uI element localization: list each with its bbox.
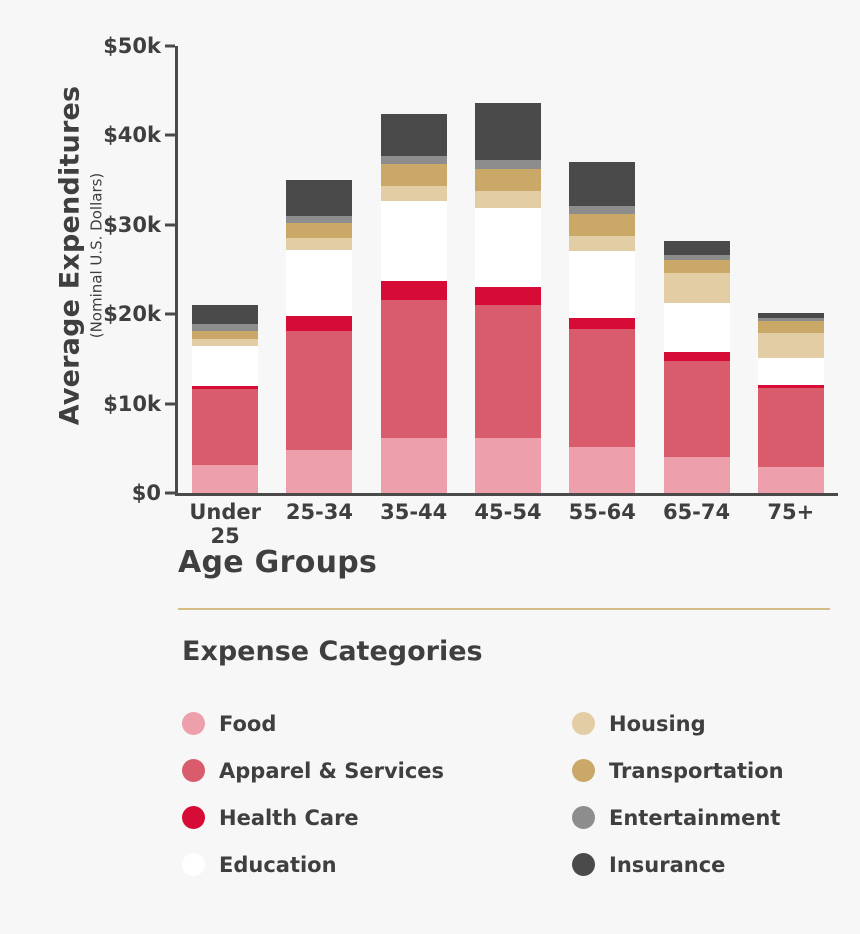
bar-segment bbox=[192, 331, 258, 339]
x-tick-label: Under 25 bbox=[189, 500, 261, 548]
y-tick-label: $0 bbox=[131, 481, 161, 505]
legend-label: Insurance bbox=[609, 852, 726, 877]
bar-segment bbox=[286, 450, 352, 493]
y-tick-label: $10k bbox=[103, 391, 161, 416]
bar-segment bbox=[286, 238, 352, 250]
bar-slot bbox=[461, 46, 555, 493]
bar-segment bbox=[475, 103, 541, 160]
stacked-bar[interactable] bbox=[286, 180, 352, 493]
bar-segment bbox=[664, 273, 730, 303]
x-tick-label: 25-34 bbox=[285, 500, 353, 524]
bar-segment bbox=[758, 333, 824, 358]
y-tick-label: $50k bbox=[103, 34, 161, 58]
legend-label: Transportation bbox=[609, 758, 784, 783]
legend-item[interactable] bbox=[572, 853, 822, 877]
bar-segment bbox=[758, 321, 824, 333]
bar-slot bbox=[367, 46, 461, 493]
bar-segment bbox=[286, 216, 352, 223]
legend-swatch-icon bbox=[572, 806, 595, 829]
bar-segment bbox=[381, 300, 447, 439]
legend-label: Housing bbox=[609, 711, 706, 736]
bar-segment bbox=[381, 156, 447, 164]
y-tick-mark bbox=[165, 223, 175, 226]
bar-segment bbox=[758, 388, 824, 468]
legend-title: Expense Categories bbox=[182, 636, 483, 667]
bar-segment bbox=[664, 352, 730, 361]
bar-segment bbox=[286, 250, 352, 316]
stacked-bar[interactable] bbox=[475, 103, 541, 493]
bar-segment bbox=[286, 316, 352, 331]
legend-item[interactable] bbox=[182, 712, 572, 736]
bar-segment bbox=[475, 169, 541, 190]
y-tick-label: $20k bbox=[103, 302, 161, 327]
stacked-bar[interactable] bbox=[381, 114, 447, 493]
legend-label: Education bbox=[219, 852, 337, 877]
legend-item[interactable] bbox=[572, 712, 822, 736]
bar-segment bbox=[569, 236, 635, 251]
legend-item[interactable] bbox=[182, 806, 572, 830]
bar-segment bbox=[569, 318, 635, 330]
x-tick-label: 45-54 bbox=[474, 500, 542, 524]
bar-segment bbox=[664, 241, 730, 255]
x-axis-labels bbox=[178, 500, 838, 548]
y-tick-label: $30k bbox=[103, 212, 161, 237]
plot-area bbox=[175, 46, 838, 496]
bar-segment bbox=[192, 339, 258, 346]
legend-label: Health Care bbox=[219, 805, 359, 830]
y-tick-mark bbox=[165, 313, 175, 316]
legend-swatch-icon bbox=[182, 712, 205, 735]
bar-segment bbox=[192, 389, 258, 465]
y-tick-label: $40k bbox=[103, 123, 161, 148]
bar-segment bbox=[664, 457, 730, 493]
y-tick-mark bbox=[165, 492, 175, 495]
bar-segment bbox=[381, 164, 447, 185]
legend-swatch-icon bbox=[572, 759, 595, 782]
bar-slot bbox=[178, 46, 272, 493]
y-tick-mark bbox=[165, 134, 175, 137]
bar-segment bbox=[664, 260, 730, 273]
bar-segment bbox=[381, 438, 447, 493]
stacked-bar[interactable] bbox=[192, 305, 258, 493]
bar-segment bbox=[381, 186, 447, 201]
bar-segment bbox=[664, 303, 730, 352]
stacked-bar[interactable] bbox=[569, 162, 635, 493]
bar-segment bbox=[192, 305, 258, 324]
legend-label: Apparel & Services bbox=[219, 758, 445, 783]
legend-swatch-icon bbox=[182, 806, 205, 829]
bar-slot bbox=[272, 46, 366, 493]
bar-segment bbox=[192, 346, 258, 385]
legend-item[interactable] bbox=[182, 853, 572, 877]
legend-item[interactable] bbox=[182, 759, 572, 783]
bar-segment bbox=[192, 324, 258, 331]
bar-segment bbox=[569, 162, 635, 206]
bar-segment bbox=[664, 361, 730, 458]
bar-segment bbox=[475, 438, 541, 493]
bar-segment bbox=[569, 251, 635, 318]
bar-segment bbox=[381, 281, 447, 300]
y-tick-mark bbox=[165, 402, 175, 405]
bar-slot bbox=[744, 46, 838, 493]
bar-segment bbox=[475, 305, 541, 438]
bar-segment bbox=[286, 223, 352, 238]
legend bbox=[182, 700, 822, 888]
legend-item[interactable] bbox=[572, 759, 822, 783]
bar-segment bbox=[758, 358, 824, 385]
bar-slot bbox=[555, 46, 649, 493]
x-tick-label: 75+ bbox=[767, 500, 815, 524]
bar-segment bbox=[381, 114, 447, 156]
y-tick-mark bbox=[165, 45, 175, 48]
stacked-bar[interactable] bbox=[664, 241, 730, 493]
bar-segment bbox=[475, 287, 541, 306]
bar-segment bbox=[758, 467, 824, 493]
legend-swatch-icon bbox=[572, 853, 595, 876]
legend-label: Entertainment bbox=[609, 805, 781, 830]
legend-swatch-icon bbox=[182, 759, 205, 782]
x-axis-title: Age Groups bbox=[178, 545, 378, 580]
bar-segment bbox=[286, 331, 352, 450]
bar-segment bbox=[381, 201, 447, 281]
y-axis-title-main: Average Expenditures bbox=[54, 85, 86, 426]
bar-segment bbox=[569, 447, 635, 493]
legend-item[interactable] bbox=[572, 806, 822, 830]
legend-divider bbox=[178, 608, 830, 610]
stacked-bar[interactable] bbox=[758, 313, 824, 493]
bar-segment bbox=[569, 214, 635, 235]
bar-segment bbox=[192, 465, 258, 493]
x-tick-label: 35-44 bbox=[380, 500, 448, 524]
legend-swatch-icon bbox=[182, 853, 205, 876]
x-tick-label: 55-64 bbox=[568, 500, 636, 524]
legend-swatch-icon bbox=[572, 712, 595, 735]
bar-segment bbox=[475, 160, 541, 169]
legend-label: Food bbox=[219, 711, 277, 736]
bar-segment bbox=[569, 206, 635, 214]
x-tick-label: 65-74 bbox=[662, 500, 731, 524]
bar-segment bbox=[475, 191, 541, 208]
bar-segment bbox=[569, 329, 635, 446]
bar-slot bbox=[649, 46, 743, 493]
bar-segment bbox=[286, 180, 352, 216]
y-axis-title-sub: (Nominal U.S. Dollars) bbox=[87, 172, 106, 339]
y-axis-ticks bbox=[0, 34, 175, 505]
bar-group bbox=[178, 46, 838, 493]
bar-segment bbox=[475, 208, 541, 287]
